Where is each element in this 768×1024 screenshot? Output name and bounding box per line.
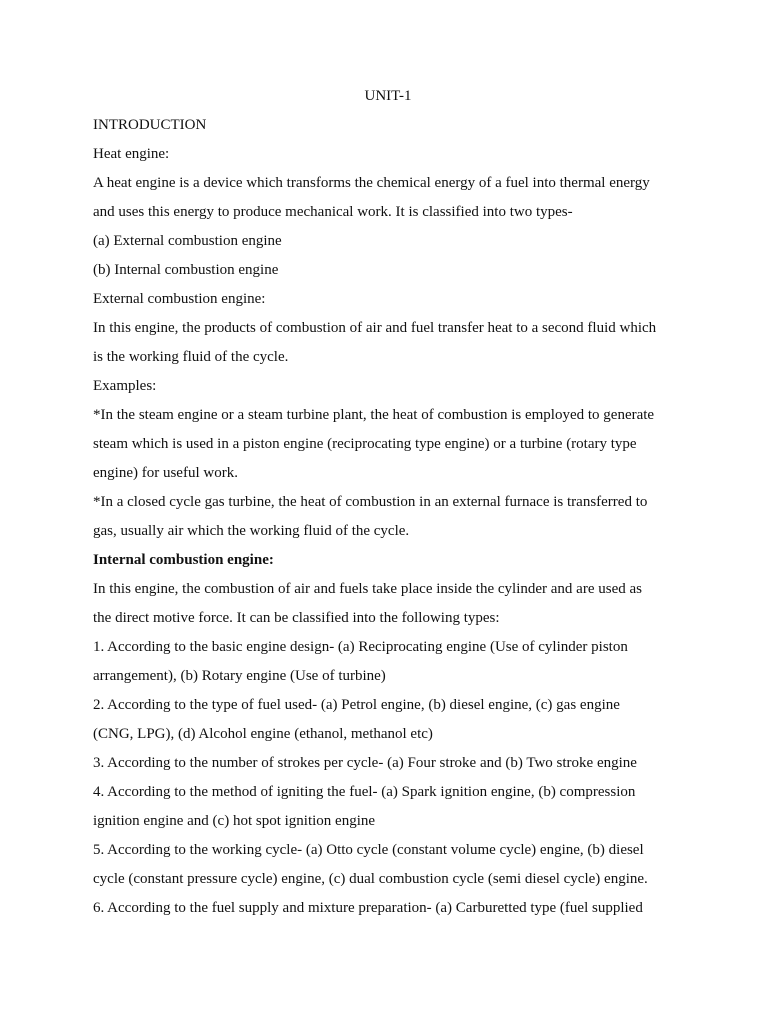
text-line: 5. According to the working cycle- (a) Otto cycle (constant volume cycle) engine, (b) diesel: [93, 842, 644, 858]
text-line: In this engine, the products of combustion of air and fuel transfer heat to a second fluid which: [93, 320, 657, 336]
text-line: 1. According to the basic engine design- (a) Reciprocating engine (Use of cylinder piston: [93, 639, 628, 655]
text-line: 2. According to the type of fuel used- (a) Petrol engine, (b) diesel engine, (c) gas engine: [93, 697, 620, 713]
text-line: *In a closed cycle gas turbine, the heat of combustion in an external furnace is transferred to: [93, 494, 648, 510]
paragraph-lines: [93, 111, 683, 923]
text-line: is the working fluid of the cycle.: [93, 349, 289, 365]
text-line: A heat engine is a device which transforms the chemical energy of a fuel into thermal energy: [93, 175, 650, 191]
document-body: [93, 82, 683, 923]
text-line: cycle (constant pressure cycle) engine, (c) dual combustion cycle (semi diesel cycle) engine.: [93, 871, 648, 887]
text-line: (a) External combustion engine: [93, 233, 282, 249]
page-title: UNIT-1: [364, 88, 412, 104]
text-line: (b) Internal combustion engine: [93, 262, 279, 278]
section-heading: Internal combustion engine:: [93, 552, 274, 568]
text-line: 4. According to the method of igniting the fuel- (a) Spark ignition engine, (b) compression: [93, 784, 636, 800]
text-line: ignition engine and (c) hot spot ignition engine: [93, 813, 376, 829]
text-line: In this engine, the combustion of air and fuels take place inside the cylinder and are used as: [93, 581, 642, 597]
text-line: engine) for useful work.: [93, 465, 238, 481]
text-line: gas, usually air which the working fluid of the cycle.: [93, 523, 410, 539]
text-line: the direct motive force. It can be classified into the following types:: [93, 610, 500, 626]
text-line: and uses this energy to produce mechanical work. It is classified into two types-: [93, 204, 573, 220]
text-line: 6. According to the fuel supply and mixture preparation- (a) Carburetted type (fuel supplied: [93, 900, 643, 916]
text-line: (CNG, LPG), (d) Alcohol engine (ethanol, methanol etc): [93, 726, 433, 742]
text-line: Heat engine:: [93, 146, 170, 162]
text-line: *In the steam engine or a steam turbine plant, the heat of combustion is employed to generate: [93, 407, 655, 423]
text-line: External combustion engine:: [93, 291, 266, 307]
text-line: steam which is used in a piston engine (reciprocating type engine) or a turbine (rotary type: [93, 436, 637, 452]
text-line: INTRODUCTION: [93, 117, 207, 133]
text-line: arrangement), (b) Rotary engine (Use of turbine): [93, 668, 386, 684]
text-line: 3. According to the number of strokes per cycle- (a) Four stroke and (b) Two stroke engine: [93, 755, 637, 771]
text-line: Examples:: [93, 378, 157, 394]
